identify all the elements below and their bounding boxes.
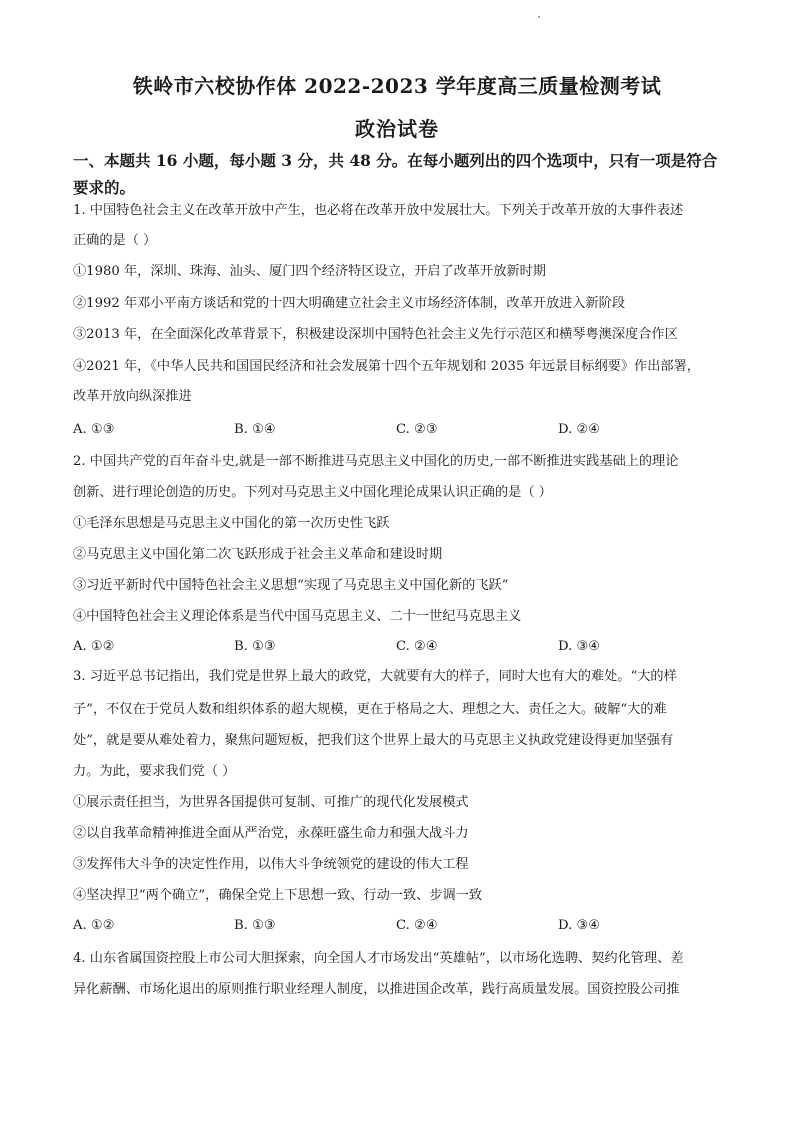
q2-stem-line-1: 2. 中国共产党的百年奋斗史,就是一部不断推进马克思主义中国化的历史,一部不断推进实践基础上的理论: [73, 454, 679, 469]
q3-item-1: ①展示责任担当，为世界各国提供可复制、可推广的现代化发展模式: [73, 795, 469, 810]
q2-item-3: ③习近平新时代中国特色社会主义思想“实现了马克思主义中国化新的飞跃”: [73, 578, 509, 593]
q3-stem-line-4: 力。为此，要求我们党（ ）: [73, 764, 236, 779]
q1-option-a[interactable]: A. ①③: [73, 422, 115, 437]
q2-option-d[interactable]: D. ③④: [558, 639, 601, 654]
q4-stem-line-2: 异化薪酬、市场化退出的原则推行职业经理人制度，以推进国企改革，践行高质量发展。国资控股公司推: [73, 982, 680, 997]
q4-stem-line-1: 4. 山东省属国资控股上市公司大胆探索，向全国人才市场发出“英雄帖”，以市场化选聘、契约化管理、差: [73, 951, 684, 966]
q1-item-4-cont: 改革开放向纵深推进: [73, 389, 192, 404]
q3-option-d[interactable]: D. ③④: [558, 918, 601, 933]
q1-item-3: ③2013 年，在全面深化改革背景下，积极建设深圳中国特色社会主义先行示范区和横琴粤澳深度合作区: [73, 327, 678, 342]
q2-option-a[interactable]: A. ①②: [73, 639, 115, 654]
q3-item-4: ④坚决捍卫“两个确立”，确保全党上下思想一致、行动一致、步调一致: [73, 888, 483, 903]
section-heading: [73, 147, 733, 201]
page-subtitle: 政治试卷: [355, 117, 439, 141]
q1-stem-line-1: 1. 中国特色社会主义在改革开放中产生，也必将在改革开放中发展壮大。下列关于改革开放的大事件表述: [73, 203, 684, 218]
q2-item-4: ④中国特色社会主义理论体系是当代中国马克思主义、二十一世纪马克思主义: [73, 609, 522, 624]
q2-item-2: ②马克思主义中国化第二次飞跃形成于社会主义革命和建设时期: [73, 547, 443, 562]
q3-item-3: ③发挥伟大斗争的决定性作用，以伟大斗争统领党的建设的伟大工程: [73, 857, 469, 872]
q2-option-b[interactable]: B. ①③: [234, 639, 276, 654]
q3-stem-line-2: 子”，不仅在于党员人数和组织体系的超大规模，更在于格局之大、理想之大、责任之大。破解“大的难: [73, 702, 667, 717]
q1-item-4: ④2021 年，《中华人民共和国国民经济和社会发展第十四个五年规划和 2035 年远景目标纲要》作出部署，: [73, 359, 700, 374]
q2-item-1: ①毛泽东思想是马克思主义中国化的第一次历史性飞跃: [73, 516, 390, 531]
section-heading-line-1: 一、本题共 16 小题，每小题 3 分，共 48 分。在每小题列出的四个选项中，只有一项是符合: [73, 151, 718, 170]
q1-option-b[interactable]: B. ①④: [234, 422, 276, 437]
q3-stem-line-1: 3. 习近平总书记指出，我们党是世界上最大的政党，大就要有大的样子，同时大也有大的难处。“大的样: [73, 669, 677, 684]
page-title: 铁岭市六校协作体 2022-2023 学年度高三质量检测考试: [132, 74, 662, 98]
q1-option-c[interactable]: C. ②③: [396, 422, 438, 437]
q3-option-b[interactable]: B. ①③: [234, 918, 276, 933]
q3-item-2: ②以自我革命精神推进全面从严治党，永葆旺盛生命力和强大战斗力: [73, 826, 469, 841]
q1-option-d[interactable]: D. ②④: [558, 422, 601, 437]
scan-dot: [538, 16, 540, 18]
q3-option-a[interactable]: A. ①②: [73, 918, 115, 933]
q3-option-c[interactable]: C. ②④: [396, 918, 438, 933]
q1-stem-line-2: 正确的是（ ）: [73, 233, 157, 248]
q2-stem-line-2: 创新、进行理论创造的历史。下列对马克思主义中国化理论成果认识正确的是（ ）: [73, 485, 552, 500]
q1-item-2: ②1992 年邓小平南方谈话和党的十四大明确建立社会主义市场经济体制，改革开放进入新阶段: [73, 296, 626, 311]
section-heading-line-2: 要求的。: [73, 178, 136, 197]
q1-item-1: ①1980 年，深圳、珠海、汕头、厦门四个经济特区设立，开启了改革开放新时期: [73, 264, 546, 279]
q2-option-c[interactable]: C. ②④: [396, 639, 438, 654]
q3-stem-line-3: 处”，就是要从难处着力，聚焦问题短板，把我们这个世界上最大的马克思主义执政党建设得更加坚强有: [73, 733, 674, 748]
